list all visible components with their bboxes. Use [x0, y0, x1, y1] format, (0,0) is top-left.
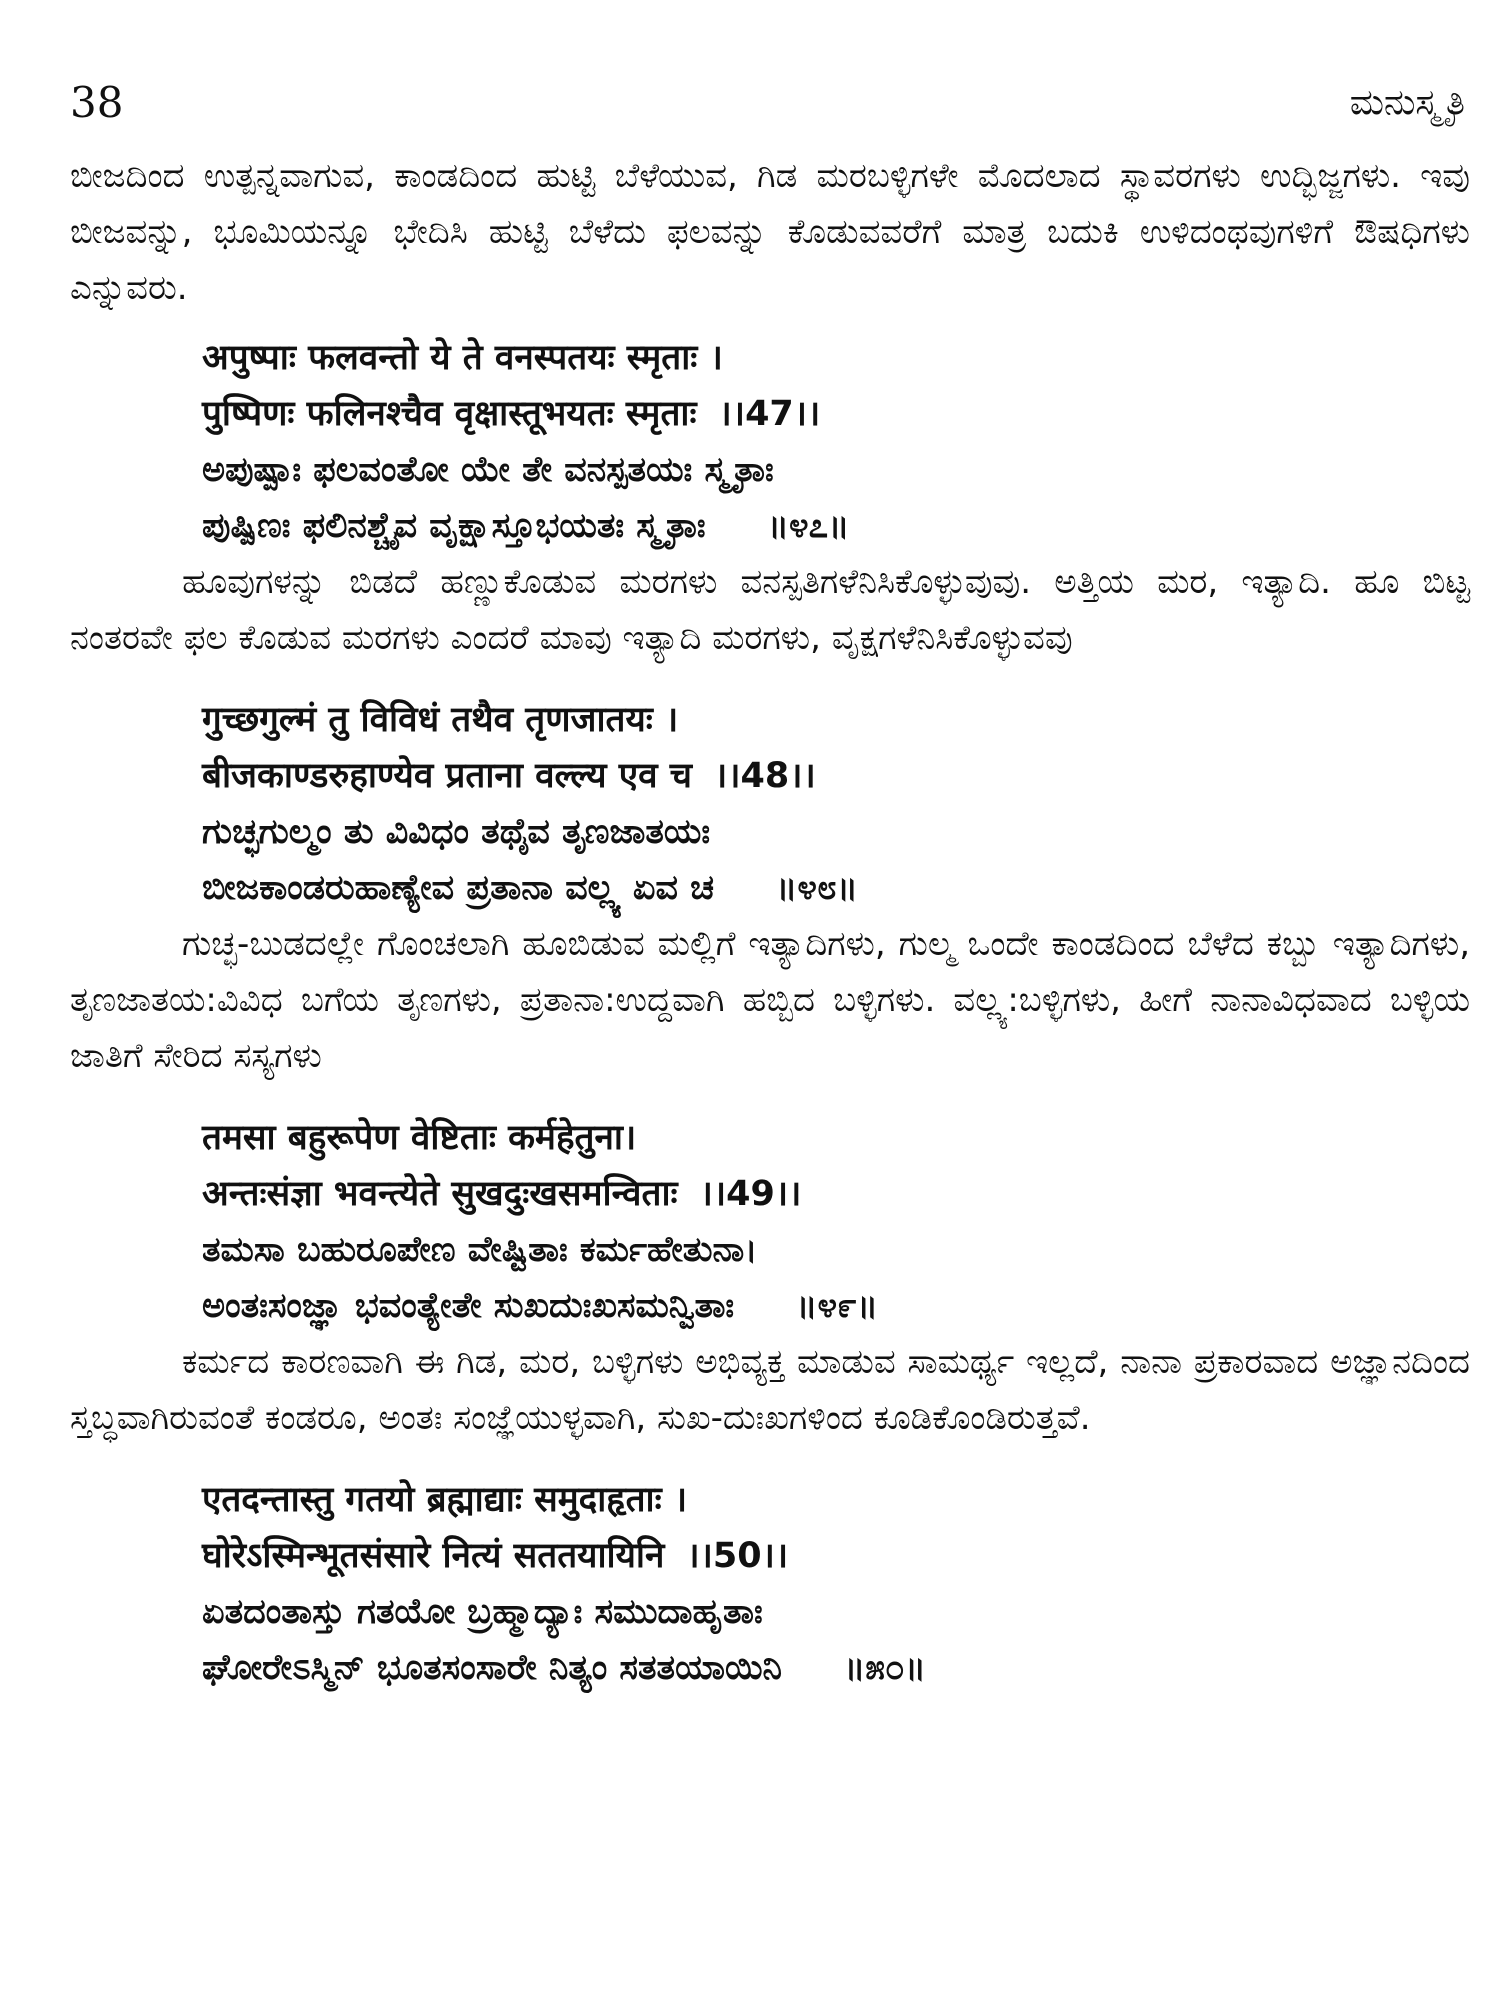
commentary-paragraph: ಕರ್ಮದ ಕಾರಣವಾಗಿ ಈ ಗಿಡ, ಮರ, ಬಳ್ಳಿಗಳು ಅಭಿವ್ಯಕ್ತ ಮಾಡುವ ಸಾಮರ್ಥ್ಯ ಇಲ್ಲದೆ, ನಾನಾ ಪ್ರಕಾರವಾದ ಅಜ್ಞಾನದಿಂದ ಸ್ತಬ್ಧವಾಗಿರುವಂತೆ ಕಂಡರೂ, ಅಂತಃ ಸಂಜ್ಞೆಯುಳ್ಳವಾಗಿ, ಸುಖ-ದುಃಖಗಳಿಂದ ಕೂಡಿಕೊಂಡಿರುತ್ತವೆ. — [70, 1342, 1470, 1438]
verse-line — [202, 330, 1470, 386]
shloka-48 — [70, 692, 1470, 916]
shloka-47 — [70, 330, 1470, 554]
verse-text: बीजकाण्डरुहाण्येव प्रताना वल्ल्य एव च — [202, 756, 693, 796]
verse-number: ॥೪೯॥ — [796, 1286, 879, 1326]
verse-line — [202, 498, 1470, 554]
verse-line — [202, 1584, 1470, 1640]
verse-text: अन्तःसंज्ञा भवन्त्येते सुखदुःखसमन्विताः — [202, 1174, 678, 1214]
page-number: 38 — [70, 78, 124, 127]
verse-line — [202, 1278, 1470, 1334]
commentary-paragraph: ಗುಚ್ಛ-ಬುಡದಲ್ಲೇ ಗೊಂಚಲಾಗಿ ಹೂಬಿಡುವ ಮಲ್ಲಿಗೆ ಇತ್ಯಾದಿಗಳು, ಗುಲ್ಮ ಒಂದೇ ಕಾಂಡದಿಂದ ಬೆಳೆದ ಕಬ್ಬು ಇತ್ಯಾದಿಗಳು, ತೃಣಜಾತಯ:ವಿವಿಧ ಬಗೆಯ ತೃಣಗಳು, ಪ್ರತಾನಾ:ಉದ್ದವಾಗಿ ಹಬ್ಬಿದ ಬಳ್ಳಿಗಳು. ವಲ್ಲ್ಯ:ಬಳ್ಳಿಗಳು, ಹೀಗೆ ನಾನಾವಿಧವಾದ ಬಳ್ಳಿಯ ಜಾತಿಗೆ ಸೇರಿದ ಸಸ್ಯಗಳು — [70, 924, 1470, 1076]
verse-text: एतदन्तास्तु गतयो ब्रह्माद्याः समुदाहृताः । — [202, 1480, 688, 1520]
commentary-paragraph: ಹೂವುಗಳನ್ನು ಬಿಡದೆ ಹಣ್ಣುಕೊಡುವ ಮರಗಳು ವನಸ್ಪತಿಗಳೆನಿಸಿಕೊಳ್ಳುವುವು. ಅತ್ತಿಯ ಮರ, ಇತ್ಯಾದಿ. ಹೂ ಬಿಟ್ಟ ನಂತರವೇ ಫಲ ಕೊಡುವ ಮರಗಳು ಎಂದರೆ ಮಾವು ಇತ್ಯಾದಿ ಮರಗಳು, ವೃಕ್ಷಗಳೆನಿಸಿಕೊಳ್ಳುವವು — [70, 562, 1470, 658]
verse-text: ಘೋರೇಽಸ್ಮಿನ್ ಭೂತಸಂಸಾರೇ ನಿತ್ಯಂ ಸತತಯಾಯಿನಿ — [202, 1648, 783, 1688]
verse-text: तमसा बहुरूपेण वेष्टिताः कर्महेतुना। — [202, 1118, 637, 1158]
verse-text: ತಮಸಾ ಬಹುರೂಪೇಣ ವೇಷ್ಟಿತಾಃ ಕರ್ಮಹೇತುನಾ। — [202, 1230, 758, 1270]
verse-line — [202, 692, 1470, 748]
verse-line — [202, 748, 1470, 804]
verse-text: ಗುಚ್ಛಗುಲ್ಮಂ ತು ವಿವಿಧಂ ತಥೈವ ತೃಣಜಾತಯಃ — [202, 812, 711, 852]
verse-text: ಪುಷ್ಪಿಣಃ ಫಲಿನಶ್ಚೈವ ವೃಕ್ಷಾಸ್ತೂಭಯತಃ ಸ್ಮೃತಾಃ — [202, 506, 706, 546]
verse-text: ಅಂತಃಸಂಜ್ಞಾ ಭವಂತ್ಯೇತೇ ಸುಖದುಃಖಸಮನ್ವಿತಾಃ — [202, 1286, 735, 1326]
verse-number: ।।50।। — [686, 1536, 789, 1576]
verse-line — [202, 442, 1470, 498]
shloka-50 — [70, 1472, 1470, 1696]
verse-number: ।।47।। — [718, 394, 821, 434]
verse-line — [202, 804, 1470, 860]
verse-line — [202, 1528, 1470, 1584]
verse-line — [202, 1640, 1470, 1696]
verse-text: ಅಪುಷ್ಪಾಃ ಫಲವಂತೋ ಯೇ ತೇ ವನಸ್ಪತಯಃ ಸ್ಮೃತಾಃ — [202, 450, 774, 490]
verse-line — [202, 1166, 1470, 1222]
running-title: ಮನುಸ್ಮೃತಿ — [1349, 82, 1465, 123]
verse-line — [202, 386, 1470, 442]
verse-number: ॥೪೭॥ — [767, 506, 850, 546]
commentary-paragraph: ಬೀಜದಿಂದ ಉತ್ಪನ್ನವಾಗುವ, ಕಾಂಡದಿಂದ ಹುಟ್ಟಿ ಬೆಳೆಯುವ, ಗಿಡ ಮರಬಳ್ಳಿಗಳೇ ಮೊದಲಾದ ಸ್ಥಾವರಗಳು ಉದ್ಭಿಜ್ಜಗಳು. ಇವು ಬೀಜವನ್ನು, ಭೂಮಿಯನ್ನೂ ಭೇದಿಸಿ ಹುಟ್ಟಿ ಬೆಳೆದು ಫಲವನ್ನು ಕೊಡುವವರೆಗೆ ಮಾತ್ರ ಬದುಕಿ ಉಳಿದಂಥವುಗಳಿಗೆ ಔಷಧಿಗಳು ಎನ್ನುವರು. — [70, 156, 1470, 308]
verse-text: गुच्छगुल्मं तु विविधं तथैव तृणजातयः । — [202, 700, 679, 740]
page-header — [70, 78, 1465, 138]
verse-line — [202, 860, 1470, 916]
shloka-49 — [70, 1110, 1470, 1334]
page-body — [70, 148, 1470, 1696]
verse-line — [202, 1222, 1470, 1278]
verse-text: ಏತದಂತಾಸ್ತು ಗತಯೋ ಬ್ರಹ್ಮಾದ್ಯಾಃ ಸಮುದಾಹೃತಾಃ — [202, 1592, 763, 1632]
verse-text: घोरेऽस्मिन्भूतसंसारे नित्यं सततयायिनि — [202, 1536, 665, 1576]
verse-text: पुष्पिणः फलिनश्चैव वृक्षास्तूभयतः स्मृताः — [202, 394, 697, 434]
verse-number: ।।49।। — [699, 1174, 802, 1214]
verse-number: ।।48।। — [714, 756, 816, 796]
verse-line — [202, 1110, 1470, 1166]
verse-text: ಬೀಜಕಾಂಡರುಹಾಣ್ಯೇವ ಪ್ರತಾನಾ ವಲ್ಲ್ಯ ಏವ ಚ — [202, 868, 715, 908]
verse-line — [202, 1472, 1470, 1528]
verse-number: ॥೪೮॥ — [776, 868, 858, 908]
verse-number: ॥೫೦॥ — [844, 1648, 926, 1688]
verse-text: अपुष्पाः फलवन्तो ये ते वनस्पतयः स्मृताः । — [202, 338, 723, 378]
